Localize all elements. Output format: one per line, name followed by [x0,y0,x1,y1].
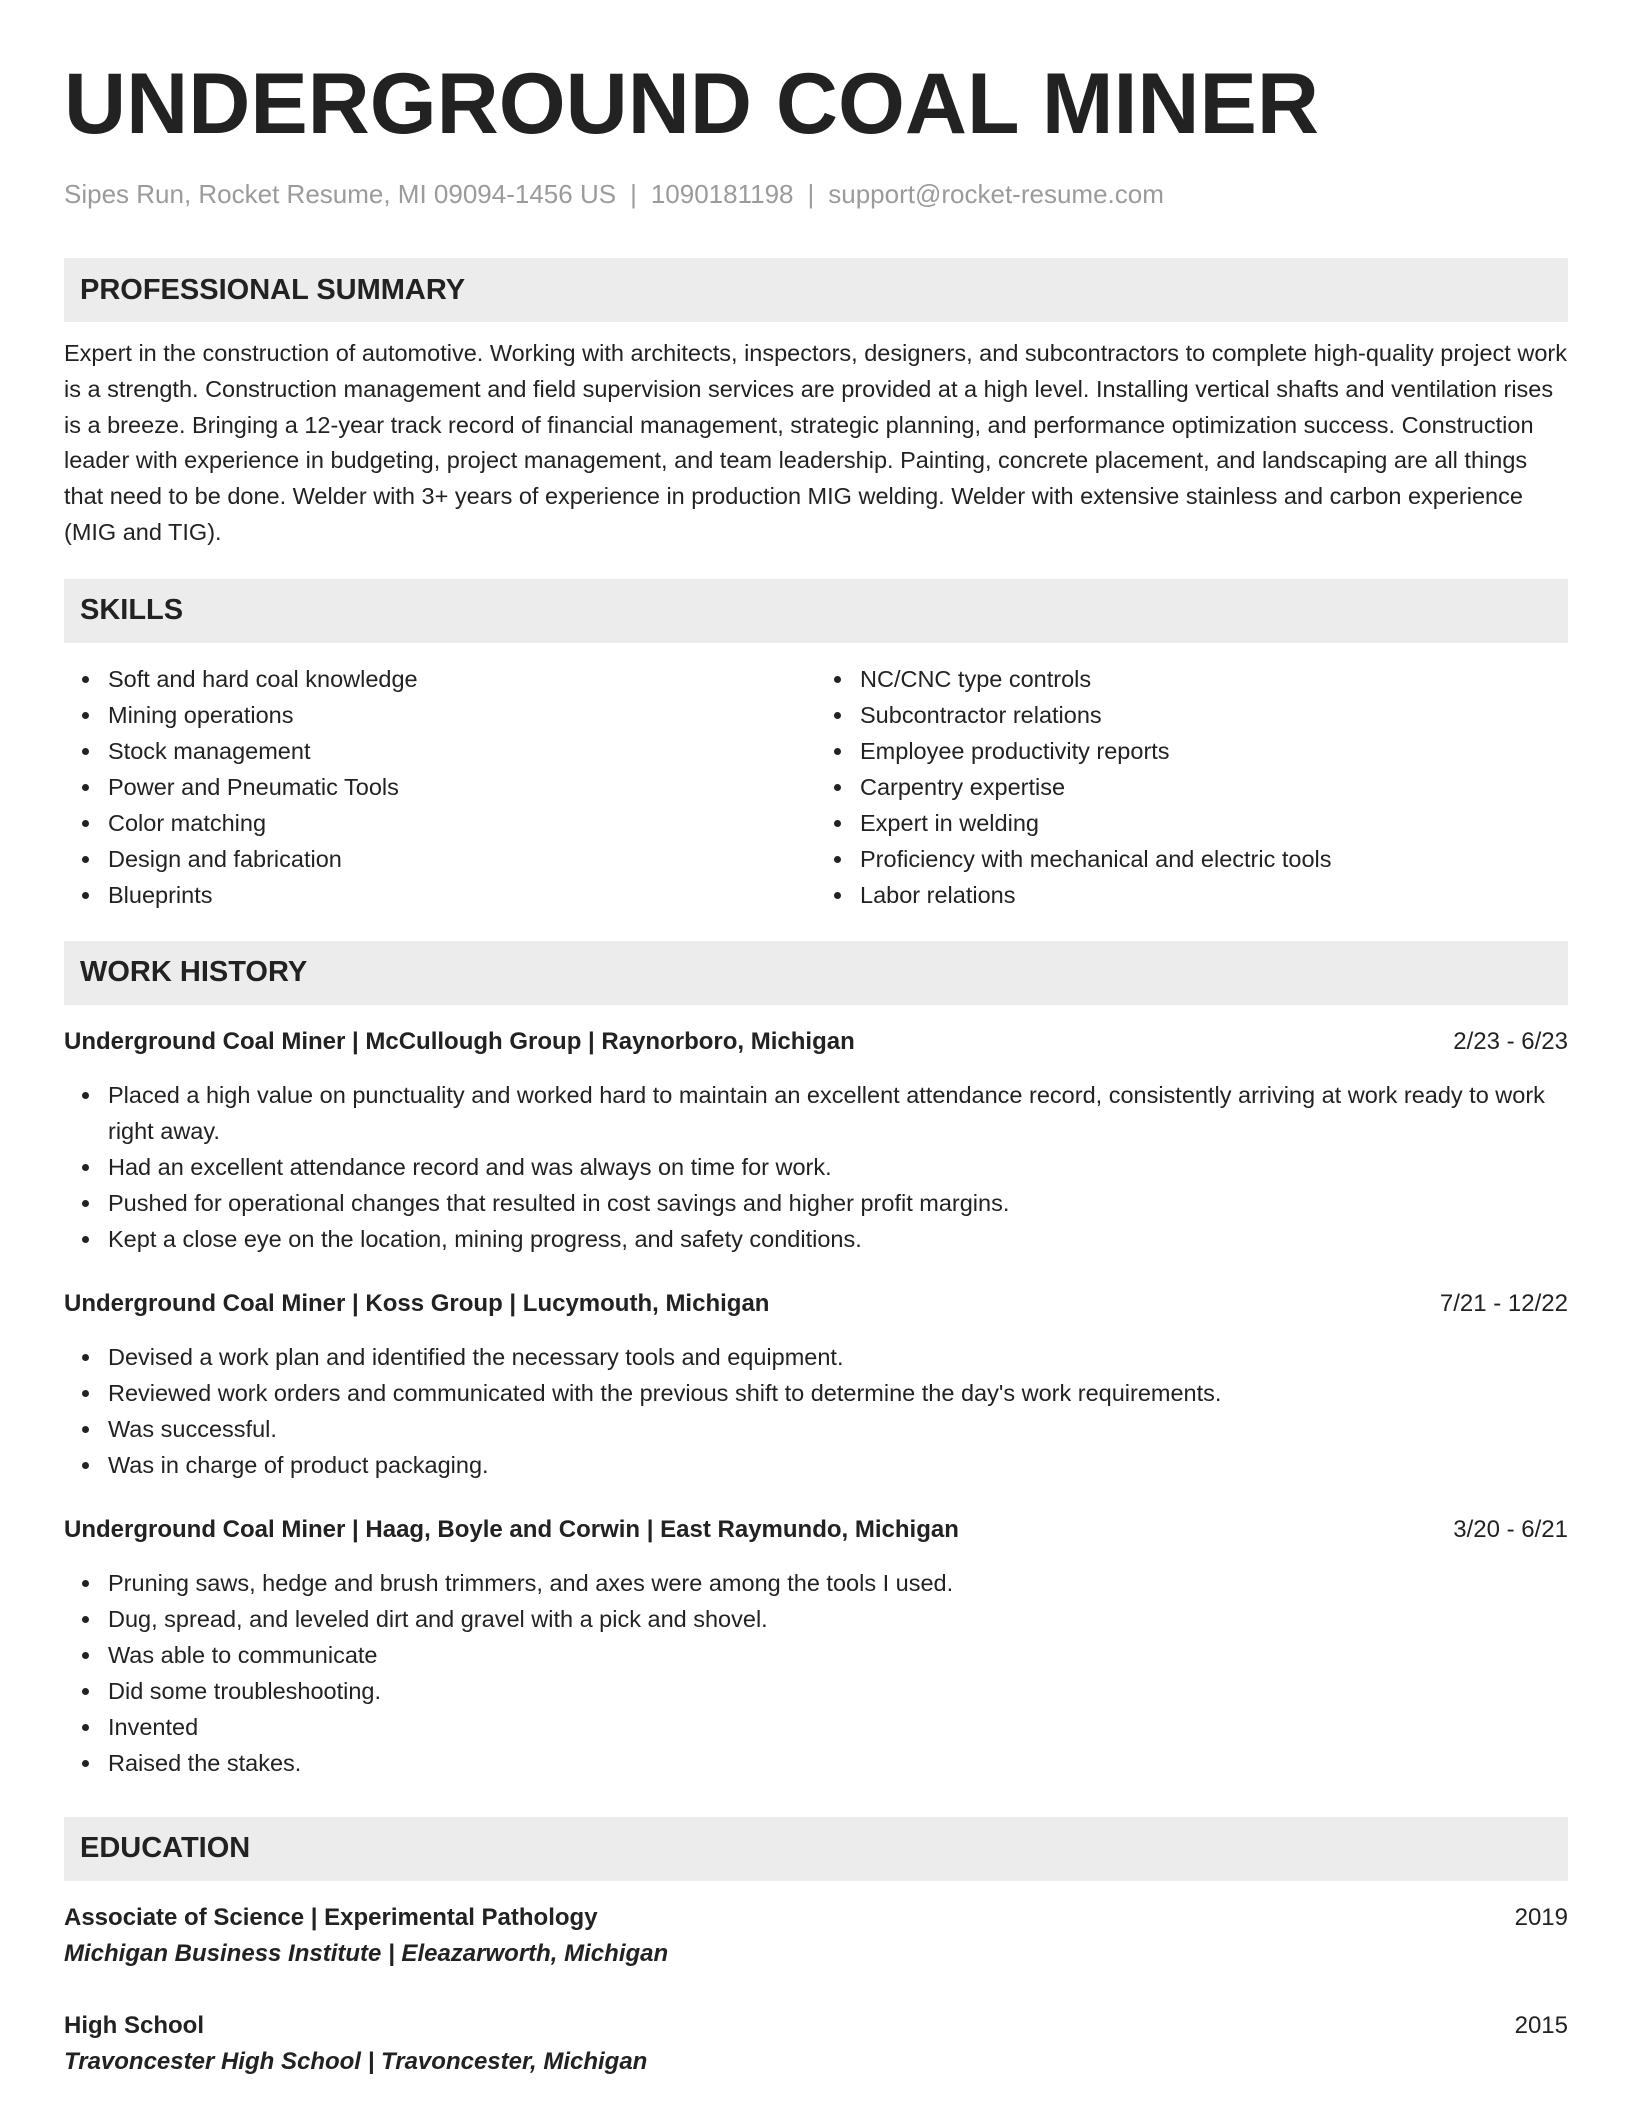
skills-list [64,661,1568,913]
education-school: Michigan Business Institute | Eleazarworth, Michigan [64,1939,669,1967]
skill-item: Blueprints [108,877,816,913]
job-entry [64,1513,1568,1781]
job-bullet: Placed a high value on punctuality and worked hard to maintain an excellent attendance record, consistently arriving at work ready to work right away. [108,1077,1568,1149]
job-bullet: Pruning saws, hedge and brush trimmers, and axes were among the tools I used. [108,1565,1568,1601]
section-heading-work-history: WORK HISTORY [64,941,1568,1005]
education-entry [64,1901,1568,1971]
job-title: Underground Coal Miner | Haag, Boyle and Corwin | East Raymundo, Michigan [64,1515,959,1543]
job-bullets [64,1077,1568,1257]
skill-item: NC/CNC type controls [860,661,1568,697]
job-bullet: Kept a close eye on the location, mining progress, and safety conditions. [108,1221,1568,1257]
education-degree: High School [64,2011,204,2039]
job-bullets [64,1339,1568,1483]
skill-item: Soft and hard coal knowledge [108,661,816,697]
job-header [64,1513,1568,1547]
job-bullet: Was able to communicate [108,1637,1568,1673]
job-bullet: Invented [108,1709,1568,1745]
section-heading-summary: PROFESSIONAL SUMMARY [64,258,1568,322]
education-header [64,2009,1568,2043]
job-bullet: Reviewed work orders and communicated with the previous shift to determine the day's work requirements. [108,1375,1568,1411]
job-title: Underground Coal Miner | McCullough Group | Raynorboro, Michigan [64,1027,855,1055]
skills-column-right [816,661,1568,913]
education-degree: Associate of Science | Experimental Pathology [64,1903,598,1931]
skill-item: Expert in welding [860,805,1568,841]
job-entry [64,1287,1568,1483]
contact-email: support@rocket-resume.com [828,179,1164,209]
job-bullet: Had an excellent attendance record and was always on time for work. [108,1149,1568,1185]
job-bullet: Was in charge of product packaging. [108,1447,1568,1483]
skill-item: Stock management [108,733,816,769]
summary-text: Expert in the construction of automotive. Working with architects, inspectors, designers, and subcontractors to complete high-quality project work is a strength. Construction management and field supervision services are provided at a high level. Installing vertical shafts and ventilation rises is a breeze. Bringing a 12-year track record of financial management, strategic planning, and performance optimization success. Construction leader with experience in budgeting, project management, and team leadership. Painting, concrete placement, and landscaping are all things that need to be done. Welder with 3+ years of experience in production MIG welding. Welder with extensive stainless and carbon experience (MIG and TIG). [64,340,1567,545]
candidate-name: UNDERGROUND COAL MINER [64,56,1319,152]
skill-item: Employee productivity reports [860,733,1568,769]
job-bullet: Was successful. [108,1411,1568,1447]
skills-column-left [64,661,816,913]
section-heading-skills: SKILLS [64,579,1568,643]
job-bullet: Pushed for operational changes that resulted in cost savings and higher profit margins. [108,1185,1568,1221]
skill-item: Design and fabrication [108,841,816,877]
job-date: 3/20 - 6/21 [1453,1515,1568,1543]
skill-item: Mining operations [108,697,816,733]
education-entry [64,2009,1568,2079]
contact-line [64,178,1568,210]
skill-item: Carpentry expertise [860,769,1568,805]
job-title: Underground Coal Miner | Koss Group | Lucymouth, Michigan [64,1289,770,1317]
job-bullet: Raised the stakes. [108,1745,1568,1781]
skill-item: Labor relations [860,877,1568,913]
job-date: 7/21 - 12/22 [1439,1289,1568,1317]
skill-item: Color matching [108,805,816,841]
education-date: 2019 [1514,1903,1568,1931]
education-date: 2015 [1514,2011,1568,2039]
job-header [64,1025,1568,1059]
education-header [64,1901,1568,1935]
skill-item: Subcontractor relations [860,697,1568,733]
section-heading-education: EDUCATION [64,1817,1568,1881]
contact-separator: | [630,179,637,209]
education-school: Travoncester High School | Travoncester, Michigan [64,2047,648,2075]
job-bullet: Did some troubleshooting. [108,1673,1568,1709]
job-bullet: Dug, spread, and leveled dirt and gravel with a pick and shovel. [108,1601,1568,1637]
contact-separator: | [807,179,815,209]
job-bullets [64,1565,1568,1781]
contact-phone: 1090181198 [650,179,794,209]
job-date: 2/23 - 6/23 [1453,1027,1568,1055]
job-entry [64,1025,1568,1257]
job-header [64,1287,1568,1321]
skill-item: Power and Pneumatic Tools [108,769,816,805]
contact-address: Sipes Run, Rocket Resume, MI 09094-1456 US [64,179,617,209]
skill-item: Proficiency with mechanical and electric tools [860,841,1568,877]
job-bullet: Devised a work plan and identified the necessary tools and equipment. [108,1339,1568,1375]
